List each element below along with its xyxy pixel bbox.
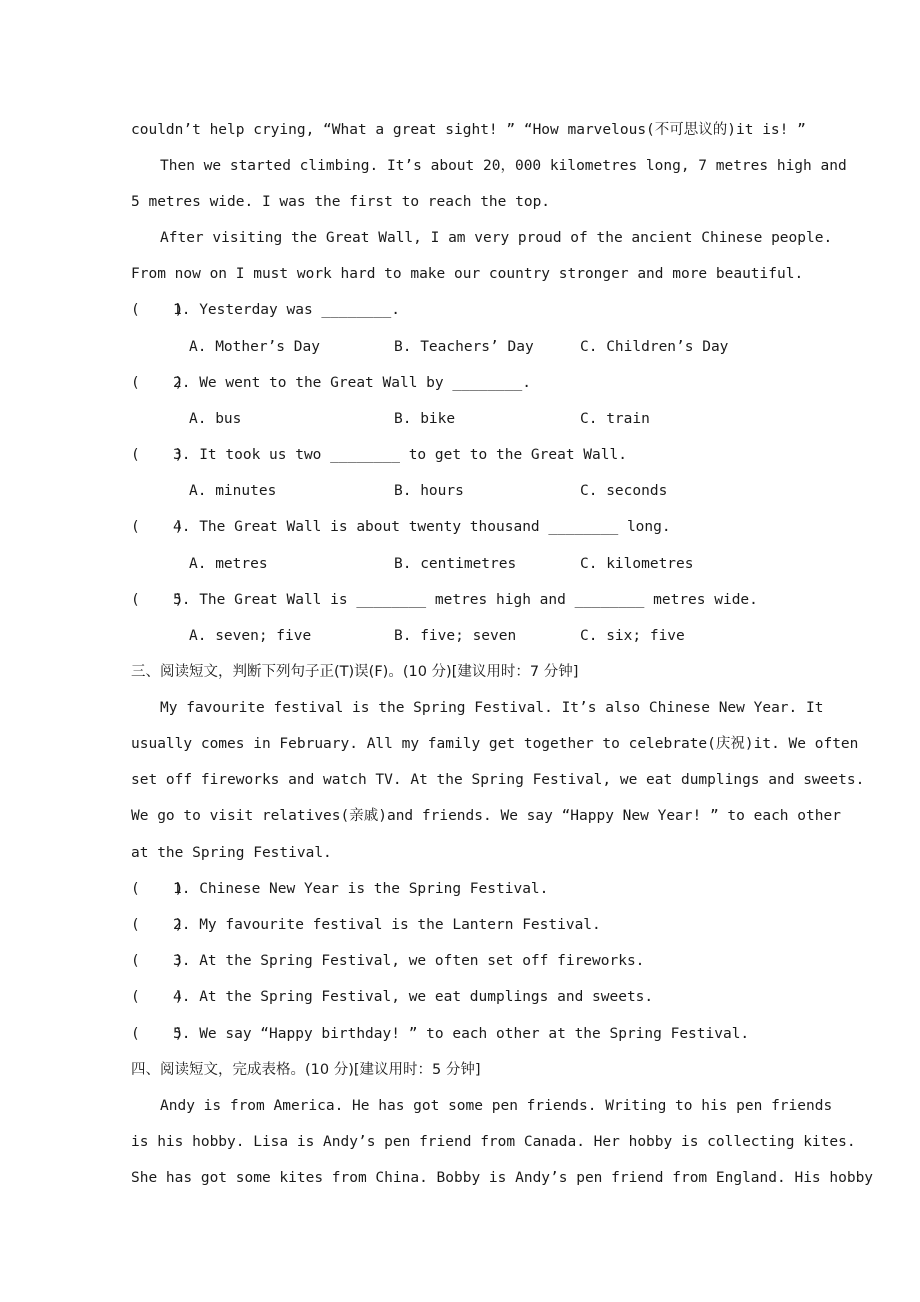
option-c: C. train — [580, 411, 650, 427]
passage1-line-1: couldn’t help crying, “What a great sight! ” “How marvelous(不可思议的)it is! ” — [131, 122, 806, 138]
statement-text: 3. At the Spring Festival, we often set off fireworks. — [173, 953, 645, 969]
option-a: A. minutes — [189, 483, 277, 499]
statement-1 — [131, 879, 548, 899]
answer-blank[interactable]: ( ) — [131, 519, 184, 535]
option-b: B. bike — [394, 411, 456, 427]
statement-2 — [131, 915, 601, 935]
statement-text: 5. We say “Happy birthday! ” to each other at the Spring Festival. — [173, 1026, 750, 1042]
answer-blank[interactable]: ( ) — [131, 1026, 184, 1042]
answer-blank[interactable]: ( ) — [131, 881, 184, 897]
section3-line-3: set off fireworks and watch TV. At the Spring Festival, we eat dumplings and sweets. — [131, 772, 865, 788]
statement-text: 1. Chinese New Year is the Spring Festival. — [173, 881, 549, 897]
question-2 — [131, 373, 531, 393]
answer-blank[interactable]: ( ) — [131, 917, 184, 933]
answer-blank[interactable]: ( ) — [131, 953, 184, 969]
question-5-options — [189, 626, 829, 646]
section3-line-5: at the Spring Festival. — [131, 845, 332, 861]
option-c: C. kilometres — [580, 556, 694, 572]
question-text: 1. Yesterday was ________. — [173, 302, 400, 318]
question-text: 2. We went to the Great Wall by ________. — [173, 375, 531, 391]
answer-blank[interactable]: ( ) — [131, 592, 184, 608]
section3-line-1: My favourite festival is the Spring Festival. It’s also Chinese New Year. It — [160, 700, 824, 716]
option-b: B. centimetres — [394, 556, 517, 572]
question-3 — [131, 445, 627, 465]
question-5 — [131, 590, 758, 610]
answer-blank[interactable]: ( ) — [131, 375, 184, 391]
option-c: C. six; five — [580, 628, 685, 644]
option-a: A. bus — [189, 411, 242, 427]
passage1-line-4: After visiting the Great Wall, I am very proud of the ancient Chinese people. — [160, 230, 833, 246]
statement-text: 4. At the Spring Festival, we eat dumplings and sweets. — [173, 989, 654, 1005]
statement-text: 2. My favourite festival is the Lantern Festival. — [173, 917, 601, 933]
question-2-options — [189, 409, 829, 429]
section4-line-3: She has got some kites from China. Bobby is Andy’s pen friend from England. His hobby — [131, 1170, 874, 1186]
answer-blank[interactable]: ( ) — [131, 989, 184, 1005]
question-text: 4. The Great Wall is about twenty thousand ________ long. — [173, 519, 671, 535]
question-3-options — [189, 481, 829, 501]
option-a: A. metres — [189, 556, 268, 572]
question-1 — [131, 300, 400, 320]
section4-line-1: Andy is from America. He has got some pen friends. Writing to his pen friends — [160, 1098, 833, 1114]
option-b: B. Teachers’ Day — [394, 339, 534, 355]
section3-line-4: We go to visit relatives(亲戚)and friends. We say “Happy New Year! ” to each other — [131, 808, 841, 824]
answer-blank[interactable]: ( ) — [131, 302, 184, 318]
passage1-line-3: 5 metres wide. I was the first to reach the top. — [131, 194, 551, 210]
section-4-heading: 四、阅读短文，完成表格。(10 分)[建议用时：5 分钟] — [131, 1062, 481, 1078]
statement-4 — [131, 987, 653, 1007]
section4-line-2: is his hobby. Lisa is Andy’s pen friend from Canada. Her hobby is collecting kites. — [131, 1134, 856, 1150]
option-b: B. hours — [394, 483, 464, 499]
question-text: 3. It took us two ________ to get to the Great Wall. — [173, 447, 627, 463]
passage1-line-5: From now on I must work hard to make our country stronger and more beautiful. — [131, 266, 804, 282]
option-c: C. seconds — [580, 483, 668, 499]
question-4-options — [189, 554, 829, 574]
question-text: 5. The Great Wall is ________ metres high and ________ metres wide. — [173, 592, 758, 608]
question-4 — [131, 517, 671, 537]
option-c: C. Children’s Day — [580, 339, 729, 355]
statement-5 — [131, 1024, 749, 1044]
statement-3 — [131, 951, 644, 971]
option-a: A. Mother’s Day — [189, 339, 320, 355]
question-1-options — [189, 337, 829, 357]
section-3-heading: 三、阅读短文，判断下列句子正(T)误(F)。(10 分)[建议用时：7 分钟] — [131, 664, 579, 680]
option-a: A. seven; five — [189, 628, 312, 644]
section3-line-2: usually comes in February. All my family get together to celebrate(庆祝)it. We often — [131, 736, 859, 752]
answer-blank[interactable]: ( ) — [131, 447, 184, 463]
option-b: B. five; seven — [394, 628, 517, 644]
passage1-line-2: Then we started climbing. It’s about 20，000 kilometres long, 7 metres high and — [160, 158, 847, 174]
